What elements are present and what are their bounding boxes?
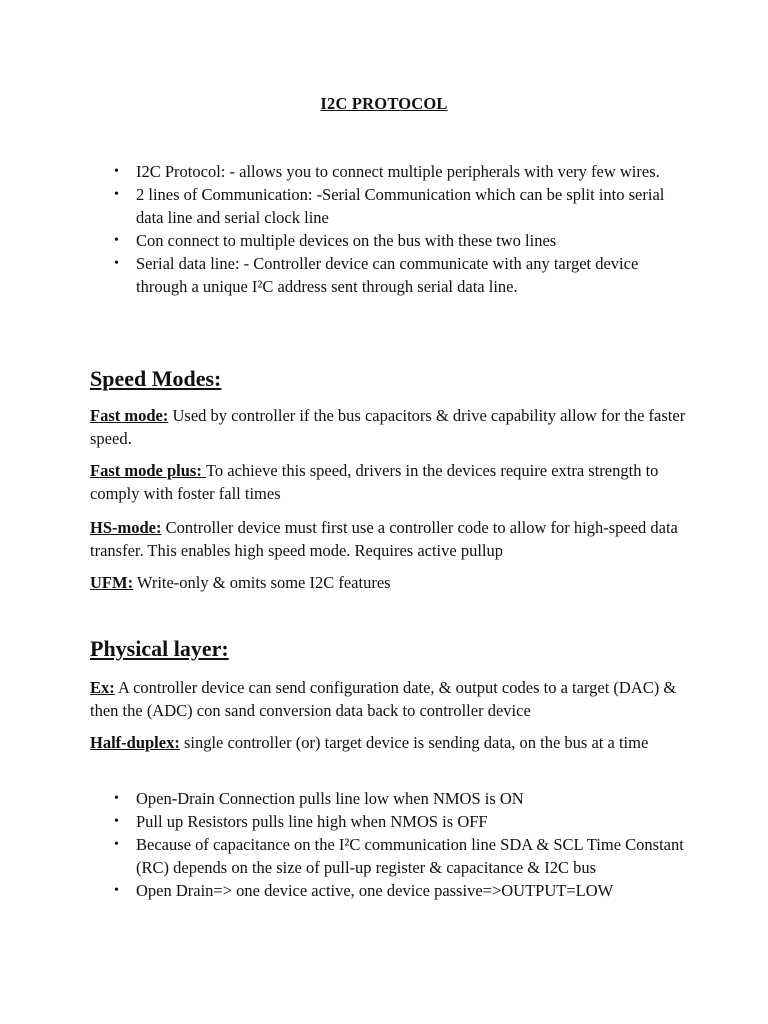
bullet-icon: • bbox=[114, 837, 119, 852]
half-duplex-term: Half-duplex: bbox=[90, 733, 180, 752]
bullet-icon: • bbox=[114, 187, 119, 202]
list-item bbox=[90, 229, 690, 252]
list-item bbox=[90, 252, 690, 298]
fast-mode-term: Fast mode: bbox=[90, 406, 169, 425]
example-term: Ex: bbox=[90, 678, 115, 697]
list-item bbox=[90, 879, 690, 902]
fast-mode-plus-term: Fast mode plus: bbox=[90, 461, 206, 480]
physical-layer-heading: Physical layer: bbox=[90, 636, 229, 661]
speed-modes-heading: Speed Modes: bbox=[90, 366, 222, 391]
bullet-icon: • bbox=[114, 791, 119, 806]
list-item-text: Pull up Resistors pulls line high when NMOS is OFF bbox=[136, 812, 488, 831]
list-item-text: 2 lines of Communication: -Serial Communication which can be split into serial data line and serial clock line bbox=[136, 185, 665, 227]
list-item-text: I2C Protocol: - allows you to connect multiple peripherals with very few wires. bbox=[136, 162, 660, 181]
list-item-text: Open-Drain Connection pulls line low when NMOS is ON bbox=[136, 789, 524, 808]
half-duplex-text: single controller (or) target device is sending data, on the bus at a time bbox=[179, 733, 649, 752]
list-item bbox=[90, 787, 690, 810]
list-item bbox=[90, 810, 690, 833]
list-item bbox=[90, 160, 690, 183]
bullet-icon: • bbox=[114, 256, 119, 271]
hs-mode-paragraph bbox=[90, 516, 688, 562]
hs-mode-text: Controller device must first use a controller code to allow for high-speed data transfer. This enables high speed mode. Requires active pullup bbox=[90, 518, 678, 560]
list-item-text: Because of capacitance on the I²C communication line SDA & SCL Time Constant (RC) depends on the size of pull-up register & capacitance & I2C bus bbox=[136, 835, 684, 877]
physical-bullet-list bbox=[90, 787, 690, 902]
bullet-icon: • bbox=[114, 233, 119, 248]
half-duplex-paragraph bbox=[90, 731, 688, 754]
ufm-paragraph bbox=[90, 571, 688, 594]
fast-mode-plus-paragraph bbox=[90, 459, 688, 505]
ufm-text: Write-only & omits some I2C features bbox=[133, 573, 391, 592]
fast-mode-paragraph bbox=[90, 404, 688, 450]
ufm-term: UFM: bbox=[90, 573, 134, 592]
page-title: I2C PROTOCOL bbox=[320, 94, 448, 113]
bullet-icon: • bbox=[114, 883, 119, 898]
bullet-icon: • bbox=[114, 814, 119, 829]
example-text: A controller device can send configuration date, & output codes to a target (DAC) & then the (ADC) con sand conversion data back to controller device bbox=[90, 678, 677, 720]
list-item-text: Con connect to multiple devices on the bus with these two lines bbox=[136, 231, 557, 250]
list-item-text: Serial data line: - Controller device can communicate with any target device through a unique I²C address sent through serial data line. bbox=[136, 254, 639, 296]
hs-mode-term: HS-mode: bbox=[90, 518, 162, 537]
bullet-icon: • bbox=[114, 164, 119, 179]
fast-mode-text: Used by controller if the bus capacitors & drive capability allow for the faster speed. bbox=[90, 406, 686, 448]
example-paragraph bbox=[90, 676, 688, 722]
fast-mode-plus-text: To achieve this speed, drivers in the devices require extra strength to comply with foster fall times bbox=[90, 461, 659, 503]
list-item bbox=[90, 833, 690, 879]
list-item-text: Open Drain=> one device active, one device passive=>OUTPUT=LOW bbox=[136, 881, 614, 900]
intro-bullet-list bbox=[90, 160, 690, 298]
list-item bbox=[90, 183, 690, 229]
